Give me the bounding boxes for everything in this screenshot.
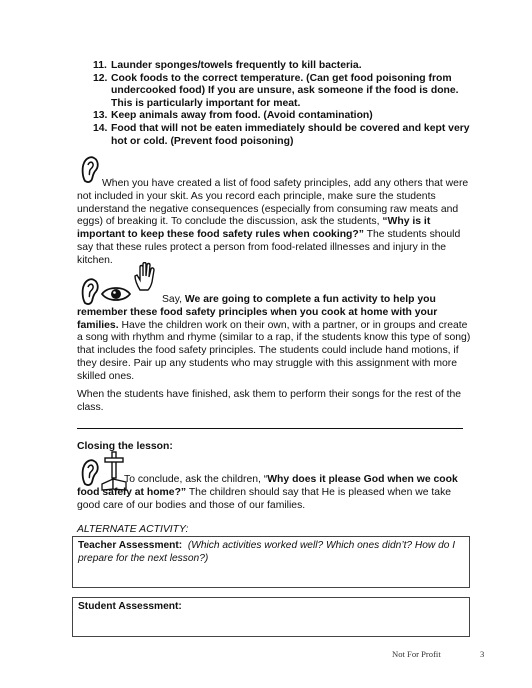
footer-note: Not For Profit	[392, 649, 441, 659]
student-assessment-label: Student Assessment:	[78, 601, 182, 612]
list-number: 14.	[93, 122, 108, 134]
food-safety-list	[93, 60, 473, 148]
perform-paragraph: When the students have finished, ask them to perform their songs for the rest of the class.	[77, 389, 462, 413]
teacher-assessment-box[interactable]	[72, 536, 470, 588]
para2-quote: We are going to complete a fun activity to help you remember these food safety principles when you cook at home with your families.	[77, 294, 438, 331]
teacher-assessment-prompt: (Which activities worked well? Which ones didn’t? How do I prepare for the next lesson?)	[78, 540, 456, 564]
list-text: Food that will not be eaten immediately should be covered and kept very hot or cold. (Prevent food poisoning)	[111, 122, 470, 147]
closing-text: The children should say that He is pleased when we take good care of our bodies and those of our families.	[77, 486, 452, 511]
closing-heading: Closing the lesson:	[77, 441, 173, 452]
list-item	[93, 110, 473, 123]
list-item	[93, 60, 473, 73]
list-text: Launder sponges/towels frequently to kill bacteria.	[111, 60, 362, 71]
closing-lead: To conclude, ask the children, “	[124, 474, 268, 485]
list-number: 12.	[93, 72, 108, 84]
list-item	[93, 73, 473, 111]
page-number: 3	[480, 649, 485, 659]
student-assessment-box[interactable]	[72, 597, 470, 637]
teacher-assessment-label: Teacher Assessment:	[78, 540, 183, 551]
para2-text: Have the children work on their own, with a partner, or in groups and create a song with rhythm and rhyme (similar to a rap, if the students know this type of song) that includes the food safety principles. The students could include hand motions, if they desire. Pair up any students who may struggle with this assignment with more skilled ones.	[77, 319, 471, 382]
list-item	[93, 123, 473, 148]
list-number: 11.	[93, 60, 107, 71]
closing-question: Why does it please God when we cook food safely at home?”	[77, 474, 458, 498]
para2-lead: Say,	[162, 294, 185, 305]
para1-answer: The students should say that these rules protect a person from food-related illnesses and injury in the kitchen.	[77, 229, 461, 266]
list-text: Keep animals away from food. (Avoid contamination)	[111, 110, 373, 122]
list-number: 13.	[93, 110, 108, 122]
food-safety-paragraph	[77, 178, 472, 268]
para1-text: When you have created a list of food safety principles, add any others that were not included in your skit. As you record each principle, make sure the students understand the negative consequences (especially from consuming raw meats and eggs) of breaking it. To conclude the discussion, ask the students,	[77, 178, 469, 228]
hand-icon	[133, 262, 157, 292]
list-text: Cook foods to the correct temperature. (Can get food poisoning from undercooked food) If you are unsure, ask someone if the food is done. This is particularly important for meat.	[111, 72, 459, 109]
activity-paragraph	[77, 294, 472, 384]
para1-question: “Why is it important to keep these food safety rules when cooking?”	[77, 216, 431, 241]
section-divider	[77, 428, 463, 429]
closing-paragraph	[77, 474, 472, 512]
alternate-activity-label: ALTERNATE ACTIVITY:	[77, 524, 189, 535]
